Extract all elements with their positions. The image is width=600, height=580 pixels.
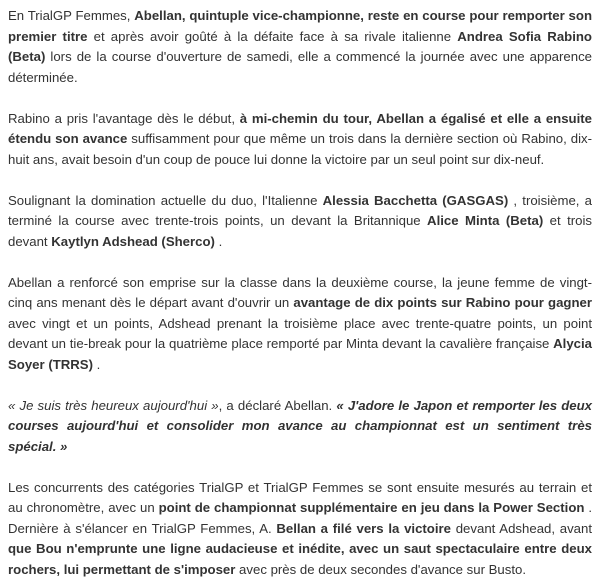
bold-text-span: avantage de dix points sur Rabino pour gagner	[293, 295, 592, 310]
paragraph-3	[8, 191, 592, 253]
bold-text-span: Abellan, quintuple vice-championne, reste en course pour remporter son premier titre	[8, 8, 592, 44]
paragraph-6	[8, 478, 592, 580]
bold-text-span: que Bou n'emprunte une ligne audacieuse et inédite, avec un saut spectaculaire entre deux rochers, lui permettant de s'imposer	[8, 541, 592, 577]
bold-text-span: Bellan a filé vers la victoire	[276, 521, 451, 536]
text-span: avec vingt et un points, Adshead prenant la troisième place avec trente-quatre points, un point devant un tie-break pour la quatrième place remporté par Minta devant la cavalière française	[8, 316, 592, 352]
text-span: Abellan a renforcé son emprise sur la classe dans la deuxième course, la jeune femme de vingt-cinq ans menant dès le départ avant d'ouvrir un	[8, 275, 592, 311]
text-span: Rabino a pris l'avantage dès le début,	[8, 111, 240, 126]
text-span: , a déclaré Abellan.	[219, 398, 337, 413]
bold-text-span: Kaytlyn Adshead (Sherco)	[51, 234, 215, 249]
bold-text-span: Alessia Bacchetta (GASGAS)	[323, 193, 509, 208]
paragraph-2	[8, 109, 592, 171]
text-span: lors de la course d'ouverture de samedi, elle a commencé la journée avec une apparence déterminée.	[8, 49, 592, 85]
bold-text-span: point de championnat supplémentaire en jeu dans la Power Section	[159, 500, 585, 515]
text-span: suffisamment pour que même un trois dans la dernière section où Rabino, dix-huit ans, avait besoin d'un coup de pouce lui donne la victoire par un seul point sur dix-neuf.	[8, 131, 592, 167]
paragraph-4	[8, 273, 592, 376]
bold-text-span: à mi-chemin du tour, Abellan a égalisé et elle a ensuite étendu son avance	[8, 111, 592, 147]
text-span: Soulignant la domination actuelle du duo, l'Italienne	[8, 193, 323, 208]
text-span: et trois devant	[8, 213, 592, 249]
text-span: .	[93, 357, 100, 372]
bold-text-span: Andrea Sofia Rabino (Beta)	[8, 29, 592, 65]
text-span: et après avoir goûté à la défaite face à sa rivale italienne	[87, 29, 457, 44]
paragraph-1	[8, 6, 592, 88]
text-span: , troisième, a terminé la course avec trente-trois points, un devant la Britannique	[8, 193, 592, 229]
text-span: En TrialGP Femmes,	[8, 8, 134, 23]
text-span: Les concurrents des catégories TrialGP et TrialGP Femmes se sont ensuite mesurés au terrain et au chronomètre, avec un	[8, 480, 592, 516]
bold-text-span: Alycia Soyer (TRRS)	[8, 336, 592, 372]
italic-quote-span: « Je suis très heureux aujourd'hui »	[8, 398, 219, 413]
paragraph-5-quote	[8, 396, 592, 458]
text-span: . Dernière à s'élancer en TrialGP Femmes, A.	[8, 500, 592, 536]
text-span: .	[215, 234, 222, 249]
text-span: avec près de deux secondes d'avance sur Busto.	[235, 562, 526, 577]
bold-italic-quote-span: « J'adore le Japon et remporter les deux courses aujourd'hui et consolider mon avance au championnat est un sentiment très spécial. »	[8, 398, 592, 454]
text-span: devant Adshead, avant	[451, 521, 592, 536]
bold-text-span: Alice Minta (Beta)	[427, 213, 543, 228]
